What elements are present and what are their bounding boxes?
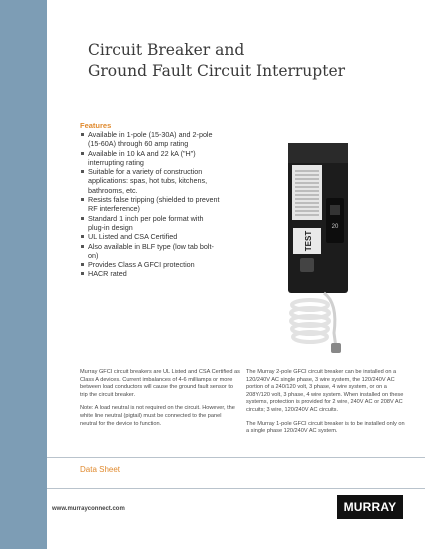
page-title [88,40,408,82]
body-paragraph: Murray GFCI circuit breakers are UL Listed and CSA Certified as Class A devices. Current imbalances of 4-6 milliamps or more between load conductors will cause the ground fault sensor to trip the circuit breaker. [80,369,240,398]
feature-item: Also available in BLF type (low tab bolt-on) [80,242,220,261]
divider [47,488,425,489]
feature-item: Available in 1-pole (15-30A) and 2-pole (15-60A) through 60 amp rating [80,130,220,149]
feature-item: Provides Class A GFCI protection [80,260,220,269]
title-line-2: Ground Fault Circuit Interrupter [88,62,346,80]
feature-item: Available in 10 kA and 22 kA ("H") interrupting rating [80,149,220,168]
body-column-right [246,369,408,442]
feature-item: Suitable for a variety of construction applications: spas, hot tubs, kitchens, bathrooms, etc. [80,167,220,195]
circuit-breaker-image [278,143,358,383]
brand-name: MURRAY [343,500,397,514]
features-list [80,130,220,279]
features-heading: Features [80,121,112,130]
rating-label: 20 [331,224,339,230]
divider [47,457,425,458]
feature-item: Standard 1 inch per pole format with plug-in design [80,214,220,233]
feature-item: Resists false tripping (shielded to prevent RF interference) [80,195,220,214]
website-link[interactable]: www.murrayconnect.com [52,506,125,512]
test-button-label: TEST [304,230,313,252]
brand-logo [337,495,403,519]
document-type-label: Data Sheet [80,465,121,474]
feature-item: UL Listed and CSA Certified [80,232,220,241]
body-column-left [80,369,240,434]
body-paragraph: The Murray 2-pole GFCI circuit breaker can be installed on a 120/240V AC single phase, 3 wire system, the 120/240V AC portion of a 240/120 volt, 3 phase, 4 wire system, or on a 208Y/120 volt, 3 phase, 4 wire system. When installed on these systems, protection is provided for 2 wire, 240V AC or 208V AC circuits; 3 wire, 120/240V AC circuits. [246,369,404,413]
feature-item: HACR rated [80,269,220,278]
title-line-1: Circuit Breaker and [88,41,245,59]
body-paragraph: Note: A load neutral is not required on the circuit. However, the white line neutral (pigtail) must be connected to the panel neutral for the device to function. [80,405,235,427]
sidebar-band [0,0,47,549]
body-paragraph: The Murray 1-pole GFCI circuit breaker is to be installed only on a single phase 120/240V AC system. [246,420,405,435]
